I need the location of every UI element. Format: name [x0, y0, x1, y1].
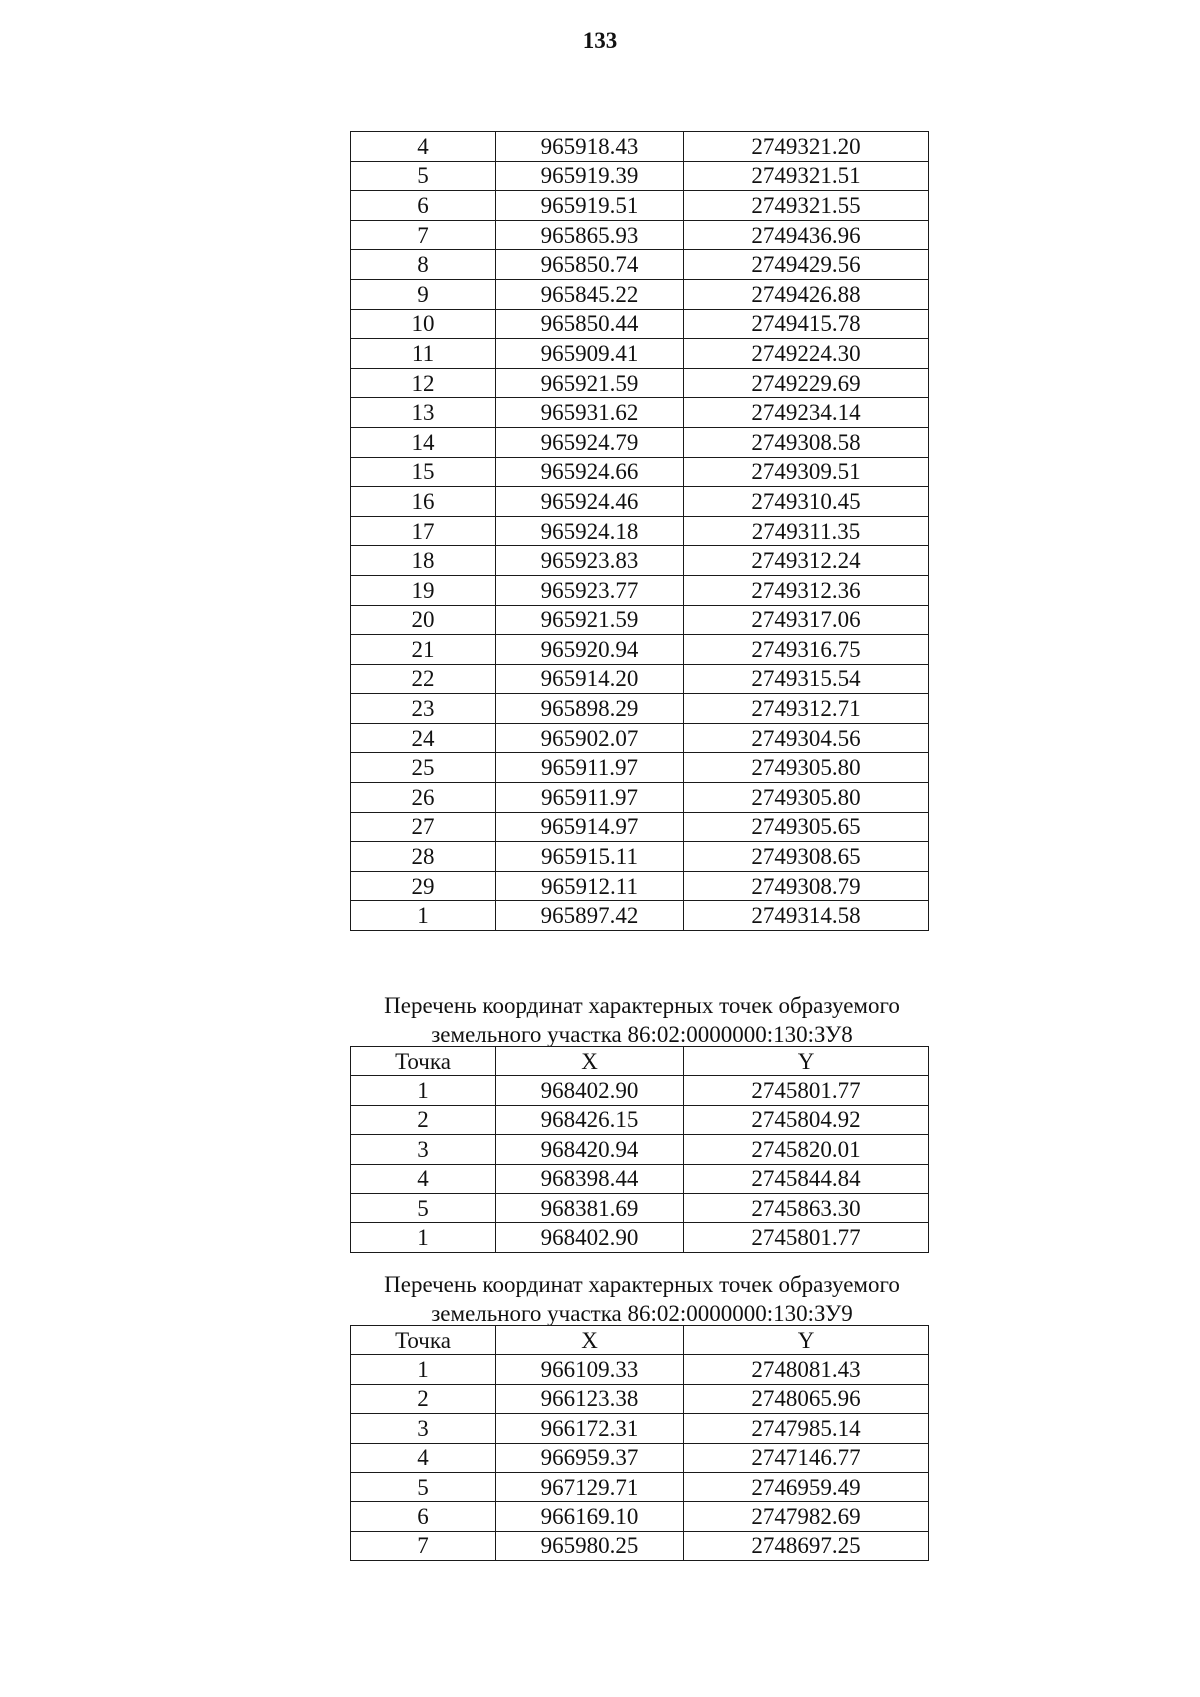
- table-row: [351, 427, 929, 457]
- y-coordinate-cell: 2749309.51: [684, 457, 929, 487]
- caption-line-1: Перечень координат характерных точек образуемого: [384, 993, 900, 1018]
- table-row: [351, 575, 929, 605]
- y-coordinate-cell: 2749429.56: [684, 250, 929, 280]
- point-number-cell: 5: [351, 161, 496, 191]
- y-coordinate-cell: 2749312.36: [684, 575, 929, 605]
- x-coordinate-cell: 965902.07: [496, 723, 684, 753]
- y-coordinate-cell: 2746959.49: [684, 1472, 929, 1501]
- y-coordinate-cell: 2745820.01: [684, 1135, 929, 1164]
- y-coordinate-cell: 2747146.77: [684, 1443, 929, 1472]
- table-row: [351, 1502, 929, 1531]
- header-point: Точка: [351, 1326, 496, 1355]
- table-row: [351, 1223, 929, 1252]
- table-row: [351, 457, 929, 487]
- y-coordinate-cell: 2749316.75: [684, 635, 929, 665]
- x-coordinate-cell: 965897.42: [496, 901, 684, 931]
- x-coordinate-cell: 965911.97: [496, 753, 684, 783]
- y-coordinate-cell: 2749308.65: [684, 842, 929, 872]
- y-coordinate-cell: 2749224.30: [684, 339, 929, 369]
- table-row: [351, 605, 929, 635]
- header-x: X: [496, 1326, 684, 1355]
- y-coordinate-cell: 2749234.14: [684, 398, 929, 428]
- table-row: [351, 753, 929, 783]
- point-number-cell: 2: [351, 1384, 496, 1413]
- table-row: [351, 132, 929, 162]
- point-number-cell: 2: [351, 1105, 496, 1134]
- y-coordinate-cell: 2749321.55: [684, 191, 929, 221]
- point-number-cell: 1: [351, 1223, 496, 1252]
- table-row: [351, 487, 929, 517]
- y-coordinate-cell: 2748697.25: [684, 1531, 929, 1560]
- point-number-cell: 3: [351, 1135, 496, 1164]
- table-row: [351, 161, 929, 191]
- point-number-cell: 16: [351, 487, 496, 517]
- y-coordinate-cell: 2745801.77: [684, 1076, 929, 1105]
- coordinates-table-body: [351, 132, 929, 931]
- point-number-cell: 12: [351, 368, 496, 398]
- y-coordinate-cell: 2748065.96: [684, 1384, 929, 1413]
- point-number-cell: 18: [351, 546, 496, 576]
- header-y: Y: [684, 1047, 929, 1076]
- y-coordinate-cell: 2747982.69: [684, 1502, 929, 1531]
- y-coordinate-cell: 2749311.35: [684, 516, 929, 546]
- point-number-cell: 8: [351, 250, 496, 280]
- point-number-cell: 15: [351, 457, 496, 487]
- table-row: [351, 635, 929, 665]
- table-row: [351, 220, 929, 250]
- point-number-cell: 25: [351, 753, 496, 783]
- x-coordinate-cell: 965921.59: [496, 368, 684, 398]
- point-number-cell: 1: [351, 1355, 496, 1384]
- y-coordinate-cell: 2749315.54: [684, 664, 929, 694]
- point-number-cell: 6: [351, 191, 496, 221]
- point-number-cell: 1: [351, 1076, 496, 1105]
- x-coordinate-cell: 965923.77: [496, 575, 684, 605]
- coordinates-table-body: [351, 1355, 929, 1561]
- table-row: [351, 1472, 929, 1501]
- section-caption-zu8: [310, 991, 974, 1049]
- point-number-cell: 22: [351, 664, 496, 694]
- point-number-cell: 1: [351, 901, 496, 931]
- y-coordinate-cell: 2749426.88: [684, 279, 929, 309]
- x-coordinate-cell: 965919.51: [496, 191, 684, 221]
- y-coordinate-cell: 2749304.56: [684, 723, 929, 753]
- header-y: Y: [684, 1326, 929, 1355]
- table-row: [351, 1193, 929, 1222]
- x-coordinate-cell: 965923.83: [496, 546, 684, 576]
- table-row: [351, 1164, 929, 1193]
- point-number-cell: 4: [351, 132, 496, 162]
- point-number-cell: 10: [351, 309, 496, 339]
- y-coordinate-cell: 2745804.92: [684, 1105, 929, 1134]
- table-row: [351, 398, 929, 428]
- table-row: [351, 664, 929, 694]
- point-number-cell: 14: [351, 427, 496, 457]
- x-coordinate-cell: 965845.22: [496, 279, 684, 309]
- y-coordinate-cell: 2749415.78: [684, 309, 929, 339]
- y-coordinate-cell: 2749312.71: [684, 694, 929, 724]
- y-coordinate-cell: 2749321.51: [684, 161, 929, 191]
- table-row: [351, 1135, 929, 1164]
- table-row: [351, 723, 929, 753]
- table-header-row: [351, 1326, 929, 1355]
- x-coordinate-cell: 966123.38: [496, 1384, 684, 1413]
- y-coordinate-cell: 2749308.58: [684, 427, 929, 457]
- x-coordinate-cell: 965924.79: [496, 427, 684, 457]
- point-number-cell: 7: [351, 220, 496, 250]
- y-coordinate-cell: 2749321.20: [684, 132, 929, 162]
- point-number-cell: 27: [351, 812, 496, 842]
- point-number-cell: 11: [351, 339, 496, 369]
- table-row: [351, 1076, 929, 1105]
- y-coordinate-cell: 2749305.80: [684, 753, 929, 783]
- x-coordinate-cell: 965931.62: [496, 398, 684, 428]
- x-coordinate-cell: 965850.44: [496, 309, 684, 339]
- x-coordinate-cell: 968426.15: [496, 1105, 684, 1134]
- y-coordinate-cell: 2749305.65: [684, 812, 929, 842]
- x-coordinate-cell: 965980.25: [496, 1531, 684, 1560]
- caption-line-2: земельного участка 86:02:0000000:130:ЗУ9: [431, 1301, 853, 1326]
- table-row: [351, 842, 929, 872]
- x-coordinate-cell: 968398.44: [496, 1164, 684, 1193]
- x-coordinate-cell: 965918.43: [496, 132, 684, 162]
- point-number-cell: 4: [351, 1443, 496, 1472]
- point-number-cell: 4: [351, 1164, 496, 1193]
- table-row: [351, 783, 929, 813]
- coordinates-table-zu8: [350, 1046, 929, 1253]
- y-coordinate-cell: 2749229.69: [684, 368, 929, 398]
- point-number-cell: 6: [351, 1502, 496, 1531]
- x-coordinate-cell: 965924.66: [496, 457, 684, 487]
- point-number-cell: 20: [351, 605, 496, 635]
- section-caption-zu9: [310, 1270, 974, 1328]
- x-coordinate-cell: 968402.90: [496, 1223, 684, 1252]
- table-row: [351, 309, 929, 339]
- point-number-cell: 17: [351, 516, 496, 546]
- point-number-cell: 5: [351, 1472, 496, 1501]
- y-coordinate-cell: 2745844.84: [684, 1164, 929, 1193]
- y-coordinate-cell: 2749314.58: [684, 901, 929, 931]
- point-number-cell: 23: [351, 694, 496, 724]
- coordinates-table-body: [351, 1076, 929, 1252]
- x-coordinate-cell: 965912.11: [496, 871, 684, 901]
- point-number-cell: 21: [351, 635, 496, 665]
- caption-line-1: Перечень координат характерных точек образуемого: [384, 1272, 900, 1297]
- x-coordinate-cell: 965921.59: [496, 605, 684, 635]
- y-coordinate-cell: 2749305.80: [684, 783, 929, 813]
- x-coordinate-cell: 965924.46: [496, 487, 684, 517]
- table-row: [351, 368, 929, 398]
- table-row: [351, 250, 929, 280]
- table-row: [351, 1105, 929, 1134]
- x-coordinate-cell: 965898.29: [496, 694, 684, 724]
- x-coordinate-cell: 966109.33: [496, 1355, 684, 1384]
- table-row: [351, 901, 929, 931]
- table-row: [351, 1384, 929, 1413]
- point-number-cell: 5: [351, 1193, 496, 1222]
- table-row: [351, 871, 929, 901]
- y-coordinate-cell: 2748081.43: [684, 1355, 929, 1384]
- header-x: X: [496, 1047, 684, 1076]
- x-coordinate-cell: 965919.39: [496, 161, 684, 191]
- point-number-cell: 29: [351, 871, 496, 901]
- table-row: [351, 279, 929, 309]
- coordinates-table-zu9: [350, 1325, 929, 1561]
- x-coordinate-cell: 967129.71: [496, 1472, 684, 1501]
- point-number-cell: 3: [351, 1414, 496, 1443]
- x-coordinate-cell: 968420.94: [496, 1135, 684, 1164]
- y-coordinate-cell: 2745863.30: [684, 1193, 929, 1222]
- table-row: [351, 694, 929, 724]
- point-number-cell: 19: [351, 575, 496, 605]
- x-coordinate-cell: 965914.20: [496, 664, 684, 694]
- x-coordinate-cell: 965914.97: [496, 812, 684, 842]
- y-coordinate-cell: 2749310.45: [684, 487, 929, 517]
- table-row: [351, 1414, 929, 1443]
- header-point: Точка: [351, 1047, 496, 1076]
- y-coordinate-cell: 2749317.06: [684, 605, 929, 635]
- x-coordinate-cell: 966169.10: [496, 1502, 684, 1531]
- point-number-cell: 9: [351, 279, 496, 309]
- point-number-cell: 28: [351, 842, 496, 872]
- page-number: 133: [582, 28, 618, 53]
- coordinates-table-continued: [350, 131, 929, 931]
- x-coordinate-cell: 968402.90: [496, 1076, 684, 1105]
- table-row: [351, 812, 929, 842]
- table-row: [351, 339, 929, 369]
- table-row: [351, 191, 929, 221]
- x-coordinate-cell: 965924.18: [496, 516, 684, 546]
- y-coordinate-cell: 2749312.24: [684, 546, 929, 576]
- x-coordinate-cell: 966172.31: [496, 1414, 684, 1443]
- table-row: [351, 1531, 929, 1560]
- table-header-row: [351, 1047, 929, 1076]
- x-coordinate-cell: 966959.37: [496, 1443, 684, 1472]
- x-coordinate-cell: 965909.41: [496, 339, 684, 369]
- y-coordinate-cell: 2749436.96: [684, 220, 929, 250]
- x-coordinate-cell: 965865.93: [496, 220, 684, 250]
- x-coordinate-cell: 965920.94: [496, 635, 684, 665]
- table-row: [351, 516, 929, 546]
- point-number-cell: 13: [351, 398, 496, 428]
- point-number-cell: 7: [351, 1531, 496, 1560]
- x-coordinate-cell: 965911.97: [496, 783, 684, 813]
- table-row: [351, 1443, 929, 1472]
- table-row: [351, 546, 929, 576]
- x-coordinate-cell: 965850.74: [496, 250, 684, 280]
- point-number-cell: 26: [351, 783, 496, 813]
- y-coordinate-cell: 2745801.77: [684, 1223, 929, 1252]
- point-number-cell: 24: [351, 723, 496, 753]
- y-coordinate-cell: 2747985.14: [684, 1414, 929, 1443]
- caption-line-2: земельного участка 86:02:0000000:130:ЗУ8: [431, 1022, 853, 1047]
- x-coordinate-cell: 965915.11: [496, 842, 684, 872]
- table-row: [351, 1355, 929, 1384]
- x-coordinate-cell: 968381.69: [496, 1193, 684, 1222]
- y-coordinate-cell: 2749308.79: [684, 871, 929, 901]
